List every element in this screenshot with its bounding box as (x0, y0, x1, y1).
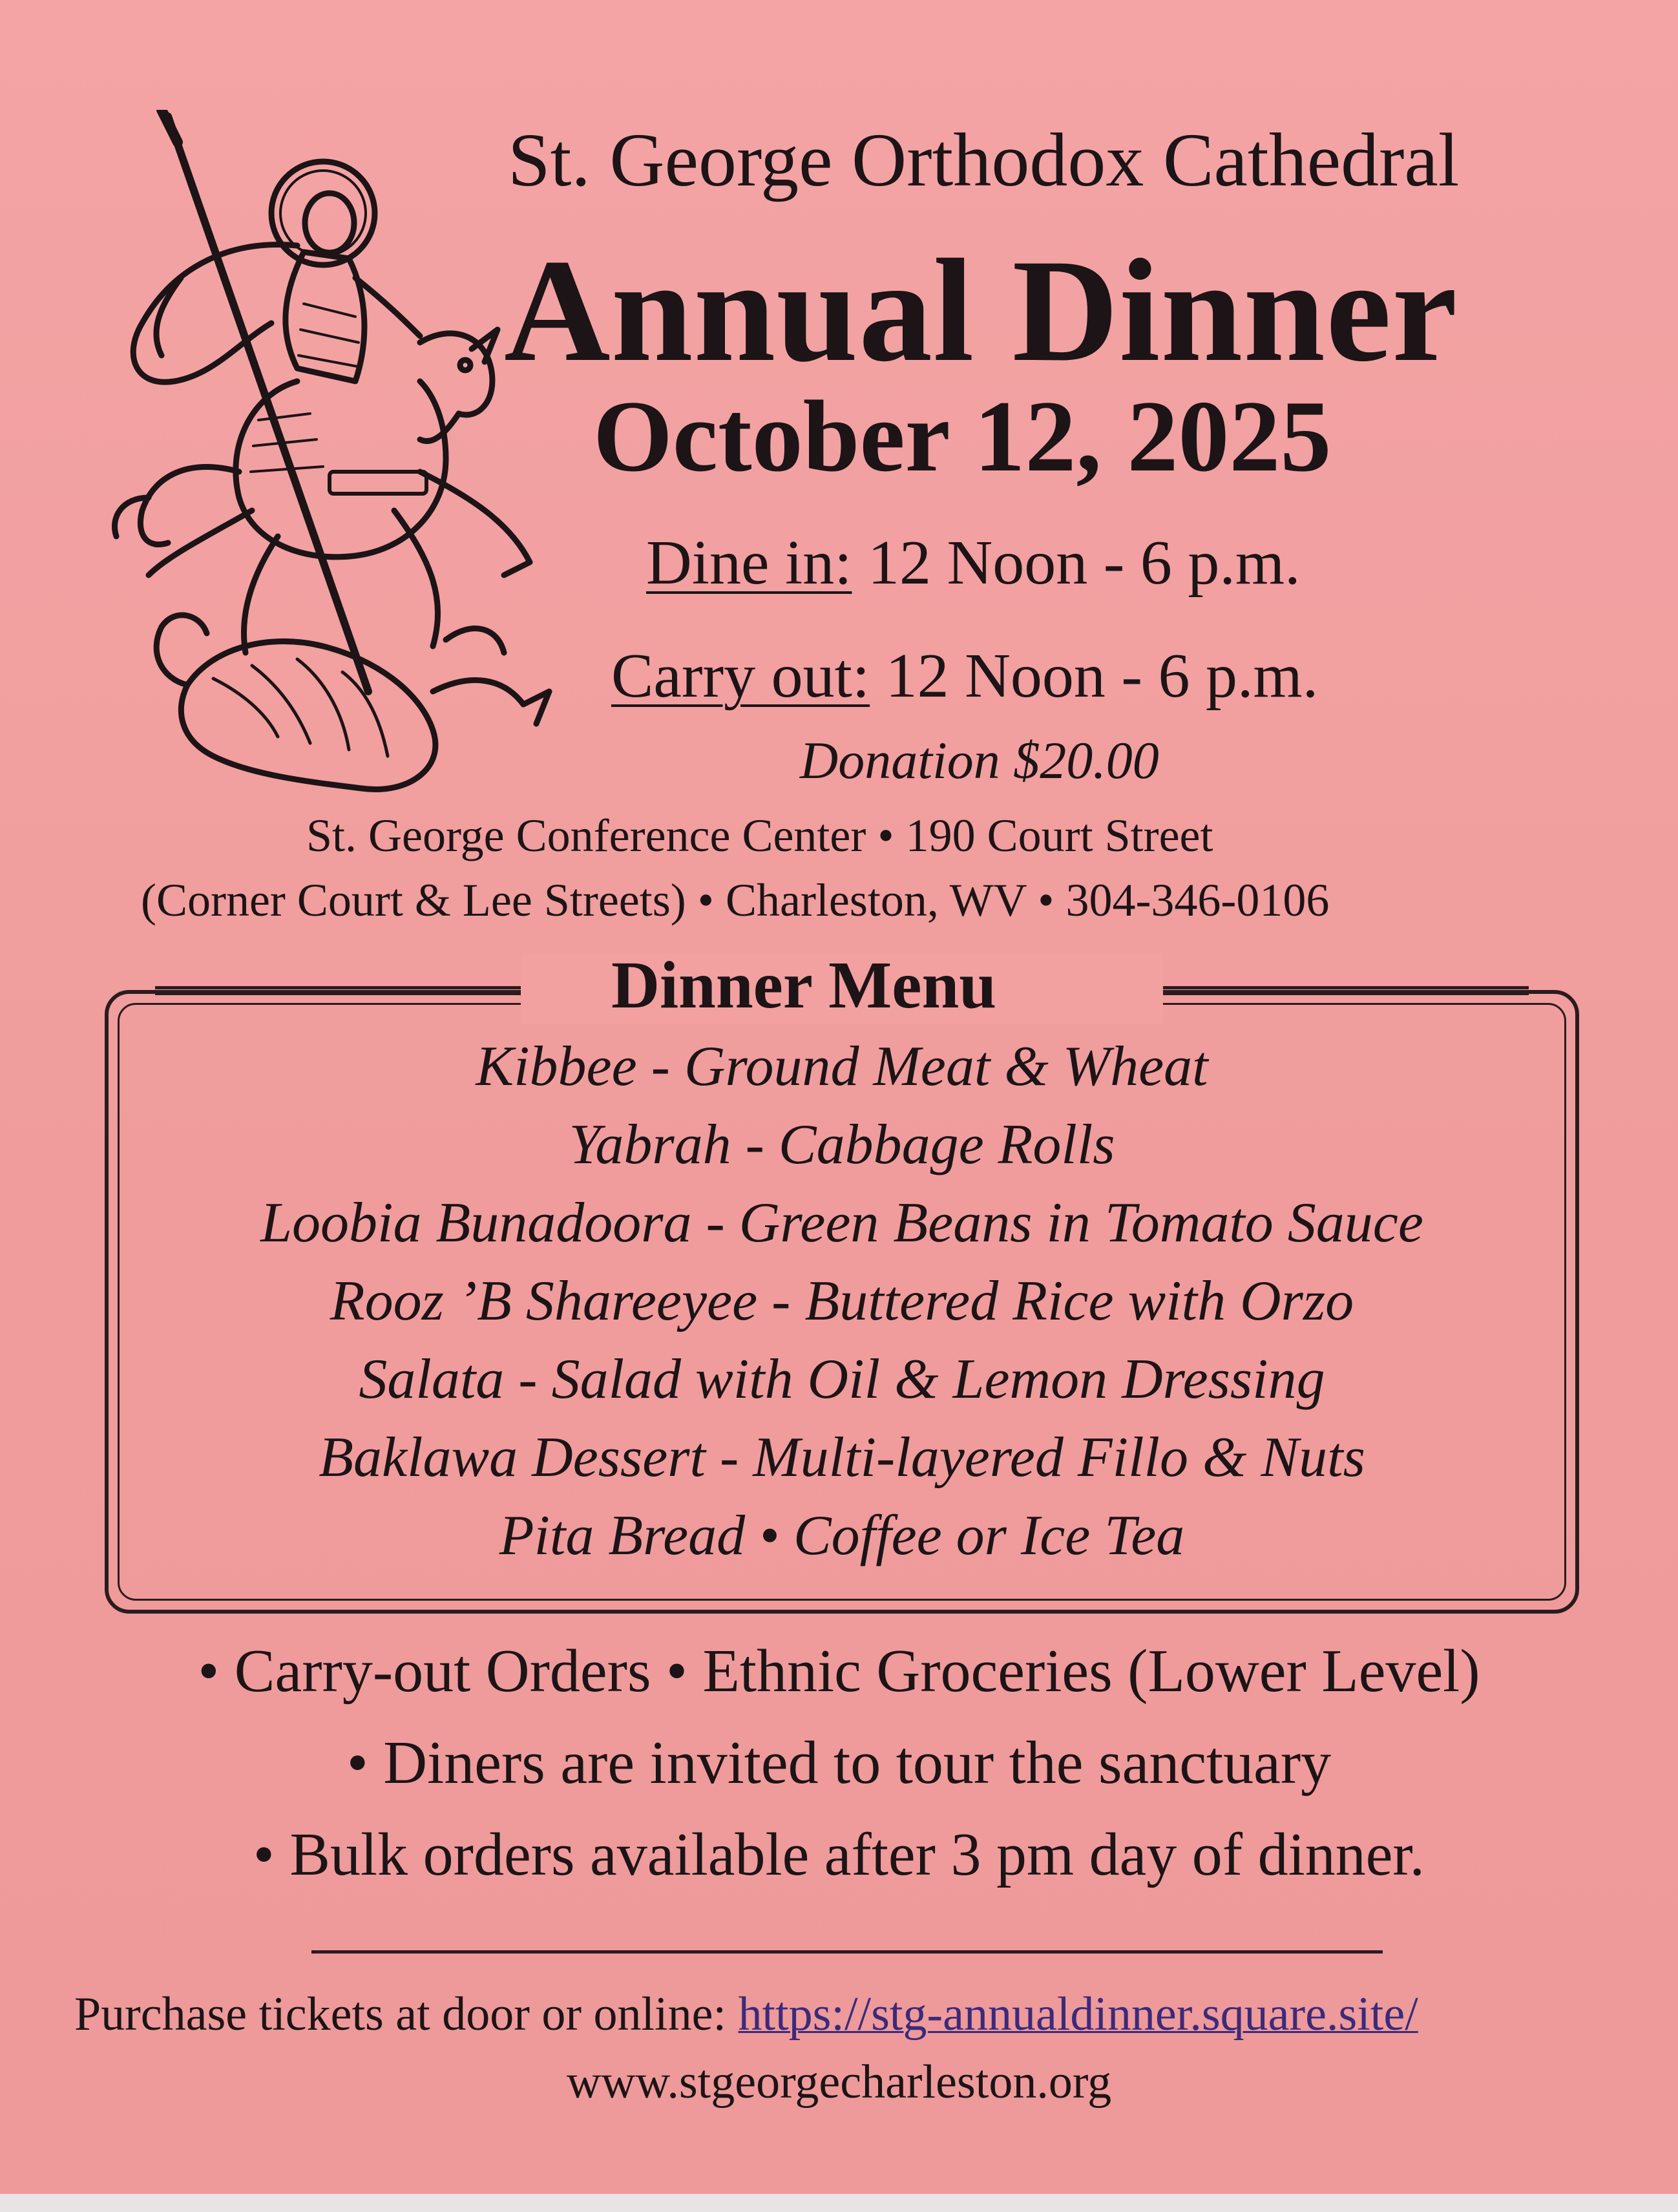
st-george-dragon-icon (84, 110, 575, 808)
purchase-link[interactable]: https://stg-annualdinner.square.site/ (738, 1988, 1418, 2041)
menu-rule-right (1163, 986, 1529, 995)
carry-out-time: 12 Noon - 6 p.m. (870, 641, 1319, 711)
menu-heading: Dinner Menu (611, 948, 997, 1022)
address-line-1: St. George Conference Center • 190 Court Street (306, 810, 1213, 861)
donation-price: Donation $20.00 (800, 731, 1159, 790)
cathedral-name: St. George Orthodox Cathedral (508, 118, 1460, 202)
address-line-2: (Corner Court & Lee Streets) • Charleston, WV • 304-346-0106 (141, 874, 1330, 926)
dine-in-time: 12 Noon - 6 p.m. (852, 528, 1301, 598)
menu-item: Kibbee - Ground Meat & Wheat (476, 1035, 1208, 1098)
notes-list (0, 1625, 1678, 1901)
menu-item: Yabrah - Cabbage Rolls (569, 1113, 1115, 1176)
dine-in-hours (646, 527, 1301, 599)
menu-list (105, 1027, 1579, 1575)
menu-item: Baklawa Dessert - Multi-layered Fillo & Nuts (319, 1426, 1365, 1489)
menu-rule-left (155, 986, 521, 995)
note-bulk-orders: • Bulk orders available after 3 pm day of dinner. (253, 1821, 1425, 1888)
carry-out-hours (611, 640, 1318, 712)
menu-item: Rooz ’B Shareeyee - Buttered Rice with Orzo (330, 1270, 1354, 1332)
event-title: Annual Dinner (504, 229, 1458, 392)
note-sanctuary-tour: • Diners are invited to tour the sanctuary (346, 1729, 1332, 1796)
purchase-info (74, 1987, 1418, 2042)
purchase-text: Purchase tickets at door or online: (74, 1988, 739, 2041)
event-date: October 12, 2025 (593, 380, 1332, 493)
note-carry-out-groceries: • Carry-out Orders • Ethnic Groceries (Lower Level) (198, 1638, 1480, 1705)
dine-in-label: Dine in: (646, 528, 852, 598)
footer-divider (311, 1950, 1383, 1954)
website-url[interactable]: www.stgeorgecharleston.org (566, 2056, 1112, 2109)
menu-item: Loobia Bunadoora - Green Beans in Tomato Sauce (260, 1192, 1423, 1254)
carry-out-label: Carry out: (611, 641, 870, 711)
photo-bottom-edge (0, 2194, 1678, 2212)
menu-item: Pita Bread • Coffee or Ice Tea (499, 1504, 1185, 1567)
menu-item: Salata - Salad with Oil & Lemon Dressing (359, 1348, 1325, 1411)
